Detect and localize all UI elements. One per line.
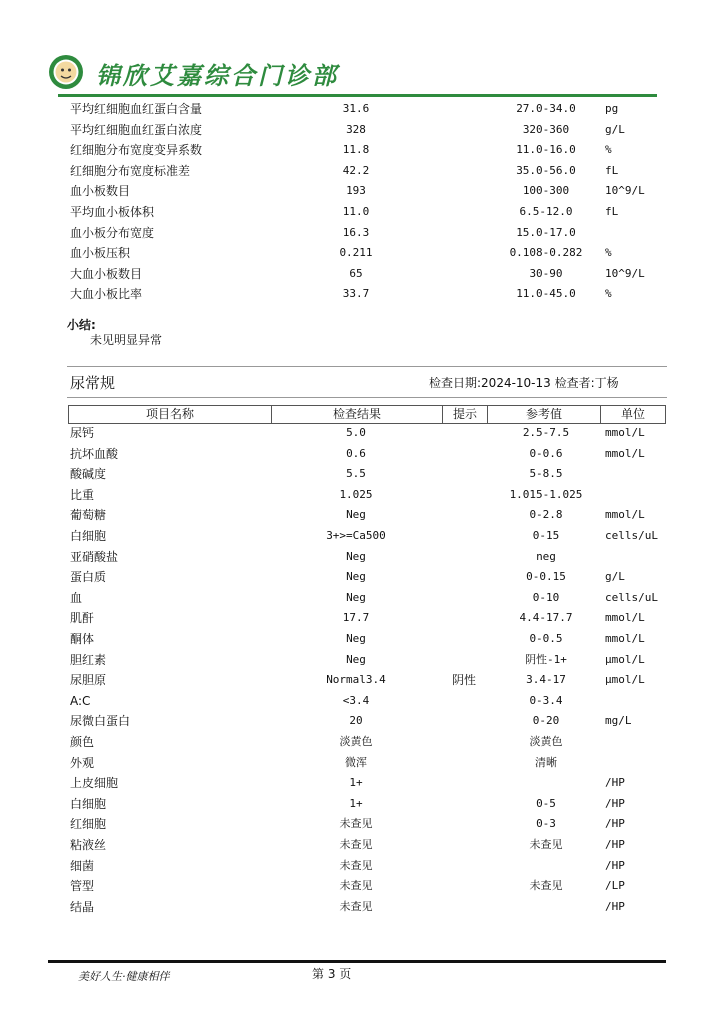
cell-ref: 0-3 <box>536 817 556 831</box>
table-row <box>0 284 720 304</box>
cell-ref: 0-0.6 <box>529 446 563 460</box>
cell-ref: 0-20 <box>532 714 560 728</box>
cell-name: 白细胞 <box>70 796 107 811</box>
table-row <box>0 897 720 917</box>
cell-ref: 2.5-7.5 <box>522 426 570 439</box>
table-row <box>0 794 720 814</box>
cell-name: 平均红细胞血红蛋白浓度 <box>70 122 203 137</box>
cell-result: 17.7 <box>342 611 370 625</box>
cell-name: 尿胆原 <box>70 673 107 688</box>
cell-name: 大血小板数目 <box>70 266 143 281</box>
table-row <box>0 773 720 793</box>
cell-ref: 320-360 <box>522 122 570 136</box>
cell-ref: 未查见 <box>529 838 563 851</box>
cell-result: 微浑 <box>345 755 367 769</box>
cell-ref: 6.5-12.0 <box>519 205 573 218</box>
cell-unit: μmol/L <box>605 673 645 687</box>
cell-tip: 阴性 <box>451 673 476 688</box>
cell-name: 上皮细胞 <box>70 776 119 791</box>
cell-result: 未查见 <box>339 838 373 851</box>
cell-name: 粘液丝 <box>70 838 107 852</box>
cell-ref: 11.0-16.0 <box>516 143 576 157</box>
cell-result: 未查见 <box>339 879 373 893</box>
cell-name: 大血小板比率 <box>70 287 143 302</box>
table-row <box>0 505 720 525</box>
cell-ref: 淡黄色 <box>529 735 563 748</box>
cell-unit: mg/L <box>605 714 632 728</box>
cell-unit: /HP <box>605 796 625 810</box>
cell-result: 20 <box>349 714 363 728</box>
table-row <box>0 732 720 752</box>
cell-result: 5.5 <box>346 467 366 481</box>
table-row <box>0 856 720 876</box>
table-row <box>0 588 720 608</box>
cell-result: 未查见 <box>339 858 373 872</box>
cell-name: 结晶 <box>70 899 95 914</box>
cell-name: 红细胞分布宽度变异系数 <box>70 143 203 158</box>
cell-name: 管型 <box>70 879 95 894</box>
cell-name: 亚硝酸盐 <box>70 549 119 564</box>
cell-name: 酸碱度 <box>70 467 107 482</box>
cell-result: 42.2 <box>342 163 370 177</box>
cell-name: A:C <box>70 693 91 708</box>
cell-name: 血 <box>70 590 83 605</box>
col-header-unit: 单位 <box>620 407 645 421</box>
clinic-logo-icon <box>48 54 84 90</box>
cell-result: 未查见 <box>339 899 373 913</box>
cell-result: 1+ <box>349 796 363 810</box>
table-row <box>0 567 720 587</box>
section-meta: 检查日期:2024-10-13 检查者:丁杨 <box>429 376 619 390</box>
table-row <box>0 202 720 222</box>
cell-result: Neg <box>346 508 366 522</box>
cell-name: 尿微白蛋白 <box>70 714 131 729</box>
cell-name: 血小板分布宽度 <box>70 225 155 240</box>
cell-unit: /HP <box>605 838 625 851</box>
cell-ref: 3.4-17 <box>526 673 566 687</box>
header-divider <box>58 94 657 97</box>
cell-ref: 0-5 <box>536 796 556 810</box>
cell-result: Neg <box>346 632 366 645</box>
cell-unit: /HP <box>605 776 625 790</box>
cell-ref: 未查见 <box>529 879 563 893</box>
section-title: 尿常规 <box>70 374 116 392</box>
table-row <box>0 423 720 443</box>
table-row <box>0 814 720 834</box>
table-row <box>0 485 720 505</box>
cell-name: 红细胞分布宽度标准差 <box>70 163 191 178</box>
cell-unit: cells/uL <box>605 590 658 604</box>
cell-ref: 100-300 <box>522 184 570 198</box>
cell-ref: 0-15 <box>532 529 560 542</box>
cell-name: 白细胞 <box>70 529 107 543</box>
cell-ref: 0-2.8 <box>529 508 563 522</box>
col-header-name: 项目名称 <box>145 407 194 421</box>
cell-name: 葡萄糖 <box>70 508 107 523</box>
summary-label: 小结: <box>67 318 96 332</box>
table-row <box>0 629 720 649</box>
cell-name: 平均血小板体积 <box>70 205 155 219</box>
table-row <box>0 711 720 731</box>
cell-name: 比重 <box>70 487 95 502</box>
cell-unit: μmol/L <box>605 652 645 666</box>
section-divider <box>67 397 667 398</box>
cell-unit: g/L <box>605 570 625 584</box>
table-row <box>0 243 720 263</box>
cell-name: 酮体 <box>70 632 95 646</box>
cell-ref: 清晰 <box>535 755 557 769</box>
cell-result: 1+ <box>349 776 363 790</box>
table-row <box>0 753 720 773</box>
cell-name: 红细胞 <box>70 817 107 832</box>
table-row <box>0 608 720 628</box>
cell-unit: mmol/L <box>605 508 645 522</box>
cell-unit: cells/uL <box>605 529 658 542</box>
table-row <box>0 650 720 670</box>
col-header-result: 检查结果 <box>332 407 381 421</box>
cell-name: 外观 <box>70 755 95 770</box>
cell-ref: 0-0.15 <box>526 570 566 584</box>
table-row <box>0 444 720 464</box>
cell-unit: 10^9/L <box>605 184 645 198</box>
cell-unit: % <box>605 287 612 301</box>
cell-ref: 0.108-0.282 <box>509 246 583 260</box>
col-header-ref: 参考值 <box>525 407 562 421</box>
cell-name: 蛋白质 <box>70 570 107 585</box>
cell-name: 抗坏血酸 <box>70 446 119 461</box>
cell-unit: pg <box>605 102 619 115</box>
table-row <box>0 140 720 160</box>
table-row <box>0 161 720 181</box>
cell-result: 淡黄色 <box>339 735 373 748</box>
cell-name: 肌酐 <box>70 611 95 626</box>
cell-unit: /HP <box>605 858 625 872</box>
cell-unit: % <box>605 246 612 260</box>
cell-unit: fL <box>605 163 619 177</box>
table-row <box>0 264 720 284</box>
col-header-tip: 提示 <box>452 407 477 421</box>
table-row <box>0 876 720 896</box>
cell-result: 11.0 <box>342 205 370 218</box>
cell-result: 11.8 <box>342 143 370 157</box>
cell-result: 0.6 <box>346 446 366 460</box>
cell-unit: g/L <box>605 122 625 136</box>
cell-result: <3.4 <box>342 693 370 707</box>
cell-result: 328 <box>346 122 366 136</box>
cell-ref: 5-8.5 <box>529 467 563 481</box>
cell-result: 未查见 <box>339 817 373 831</box>
summary-text: 未见明显异常 <box>90 333 163 347</box>
table-row <box>0 99 720 119</box>
cell-result: Neg <box>346 652 366 666</box>
cell-result: 16.3 <box>342 225 370 239</box>
cell-result: Neg <box>346 549 366 563</box>
clinic-name: 锦欣艾嘉综合门诊部 <box>96 61 339 90</box>
cell-unit: /HP <box>605 817 625 831</box>
table-row <box>0 670 720 690</box>
cell-unit: /LP <box>605 879 625 893</box>
table-row <box>0 835 720 855</box>
cell-result: 1.025 <box>339 487 373 501</box>
table-row <box>0 223 720 243</box>
cell-unit: % <box>605 143 612 157</box>
cell-name: 颜色 <box>70 735 95 749</box>
section-divider <box>67 366 667 367</box>
page-number: 第 3 页 <box>312 967 352 981</box>
cell-result: Normal3.4 <box>326 673 386 687</box>
cell-result: 0.211 <box>339 246 373 260</box>
table-row <box>0 691 720 711</box>
footer-slogan: 美好人生·健康相伴 <box>78 970 170 983</box>
table-row <box>0 464 720 484</box>
cell-name: 血小板数目 <box>70 184 131 199</box>
cell-ref: 0-3.4 <box>529 693 563 707</box>
cell-result: Neg <box>346 570 366 584</box>
cell-ref: neg <box>536 549 556 563</box>
cell-ref: 阴性-1+ <box>525 652 567 666</box>
cell-result: Neg <box>346 590 366 604</box>
cell-ref: 1.015-1.025 <box>509 487 583 501</box>
cell-ref: 30-90 <box>529 266 563 280</box>
cell-name: 胆红素 <box>70 652 107 667</box>
table-row <box>0 547 720 567</box>
cell-name: 细菌 <box>70 858 95 873</box>
cell-ref: 27.0-34.0 <box>516 102 576 115</box>
table-row <box>0 181 720 201</box>
cell-unit: mmol/L <box>605 632 645 645</box>
cell-unit: 10^9/L <box>605 266 645 280</box>
cell-name: 平均红细胞血红蛋白含量 <box>70 102 203 116</box>
cell-unit: fL <box>605 205 619 218</box>
cell-result: 3+>=Ca500 <box>326 529 386 542</box>
cell-unit: /HP <box>605 899 625 913</box>
cell-name: 血小板压积 <box>70 246 131 261</box>
cell-result: 31.6 <box>342 102 370 115</box>
cell-result: 5.0 <box>346 426 366 439</box>
cell-ref: 0-0.5 <box>529 632 563 645</box>
table-header <box>68 405 666 424</box>
cell-result: 33.7 <box>342 287 370 301</box>
cell-result: 193 <box>346 184 366 198</box>
page-header <box>48 52 668 92</box>
footer-divider <box>48 960 666 963</box>
cell-unit: mmol/L <box>605 611 645 625</box>
cell-ref: 35.0-56.0 <box>516 163 576 177</box>
cell-result: 65 <box>349 266 363 280</box>
cell-unit: mmol/L <box>605 446 645 460</box>
table-row <box>0 526 720 546</box>
table-row <box>0 120 720 140</box>
cell-name: 尿钙 <box>70 426 95 440</box>
cell-ref: 4.4-17.7 <box>519 611 573 625</box>
cell-ref: 15.0-17.0 <box>516 225 576 239</box>
cell-ref: 0-10 <box>532 590 560 604</box>
cell-ref: 11.0-45.0 <box>516 287 576 301</box>
cell-unit: mmol/L <box>605 426 645 439</box>
